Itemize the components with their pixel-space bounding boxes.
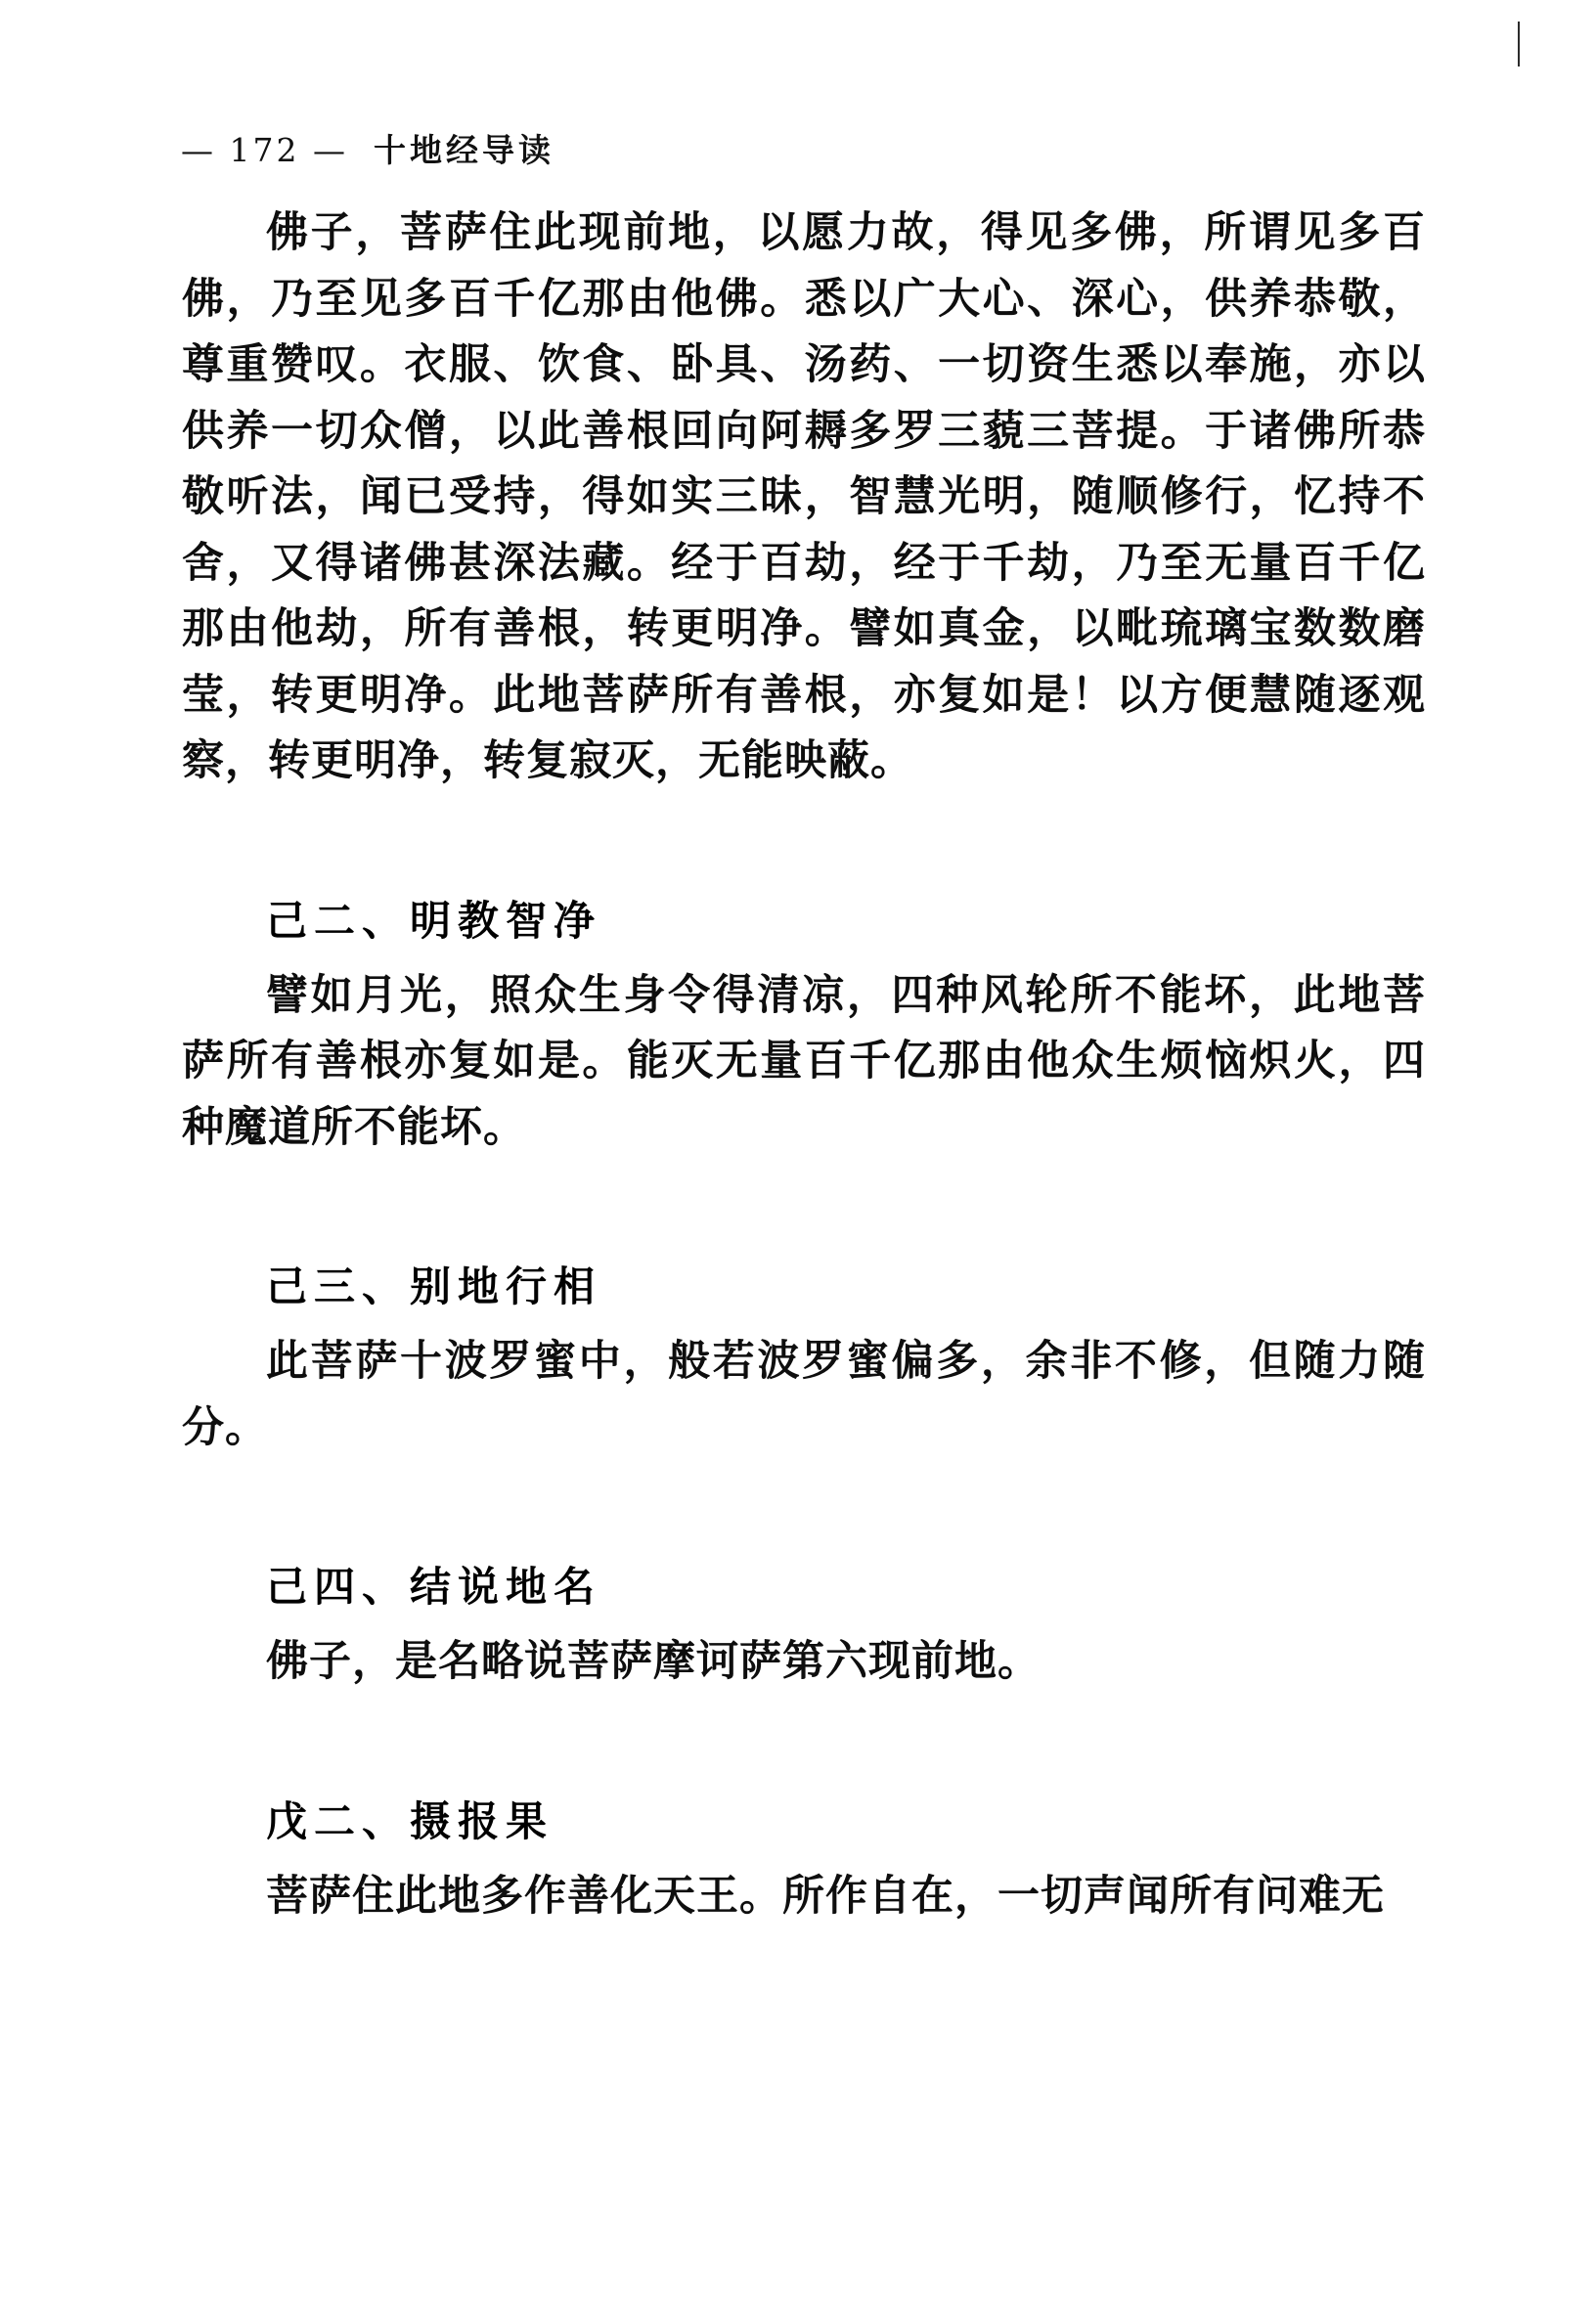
spacer xyxy=(182,948,1426,963)
spacer xyxy=(182,1614,1426,1629)
spacer xyxy=(182,1161,1426,1255)
paragraph-1: 佛子，菩萨住此现前地，以愿力故，得见多佛，所谓见多百佛，乃至见多百千亿那由他佛。悉以广大心、深心，供养恭敬，尊重赞叹。衣服、饮食、卧具、汤药、一切资生悉以奉施，亦以供养一切众僧，以此善根回向阿耨多罗三藐三菩提。于诸佛所恭敬听法，闻已受持，得如实三昧，智慧光明，随顺修行，忆持不舍，又得诸佛甚深法藏。经于百劫，经于千劫，乃至无量百千亿那由他劫，所有善根，转更明净。譬如真金，以毗琉璃宝数数磨莹，转更明净。此地菩萨所有善根，亦复如是！以方便慧随逐观察，转更明净，转复寂灭，无能映蔽。 xyxy=(182,208,1426,785)
spacer xyxy=(182,1461,1426,1555)
spacer xyxy=(182,1313,1426,1329)
heading-wu-er: 戊二、摄报果 xyxy=(266,1796,554,1845)
heading-ji-si: 己四、结说地名 xyxy=(266,1563,602,1611)
book-title: 十地经导读 xyxy=(373,131,554,169)
heading-ji-er: 己二、明教智净 xyxy=(266,896,602,945)
page-folio: — 172 — xyxy=(181,131,348,169)
paragraph-2: 譬如月光，照众生身令得清凉，四种风轮所不能坏，此地菩萨所有善根亦复如是。能灭无量百千亿那由他众生烦恼炽火，四种魔道所不能坏。 xyxy=(182,970,1426,1152)
page-header xyxy=(181,125,554,171)
paragraph-3: 此菩萨十波罗蜜中，般若波罗蜜偏多，余非不修，但随力随分。 xyxy=(182,1337,1426,1452)
paragraph-5: 菩萨住此地多作善化天王。所作自在，一切声闻所有问难无 xyxy=(266,1871,1385,1921)
page-content xyxy=(182,200,1426,1929)
page-corner-mark xyxy=(1518,22,1520,66)
spacer xyxy=(182,1696,1426,1790)
spacer xyxy=(182,1848,1426,1864)
heading-ji-san: 己三、别地行相 xyxy=(266,1262,602,1310)
spacer xyxy=(182,795,1426,889)
paragraph-4: 佛子，是名略说菩萨摩诃萨第六现前地。 xyxy=(266,1637,1041,1686)
